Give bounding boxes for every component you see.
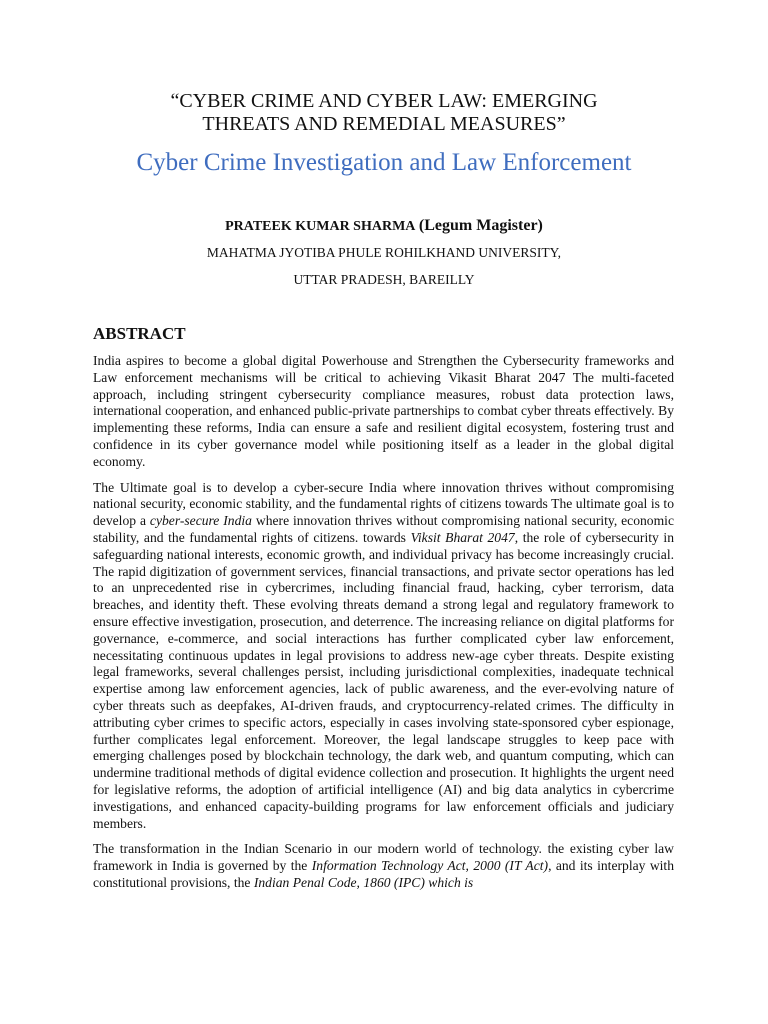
emphasis-text: Indian Penal Code, 1860 (IPC) which is [253,874,474,890]
abstract-heading: ABSTRACT [93,324,186,343]
affiliation-location: UTTAR PRADESH, BAREILLY [293,272,475,287]
author-name: PRATEEK KUMAR SHARMA [225,219,416,234]
author-degree: (Legum Magister) [418,217,543,234]
paragraph-text: , and its interplay with constitutional provisions, the [93,858,674,890]
paragraph-text: India aspires to become a global digital Powerhouse and Strengthen the Cybersecurity frameworks and Law enforcement mechanisms will be critical to achieving Vikasit Bharat 2047 The multi-faceted approach, including stringent cybersecurity compliance measures, robust data protection laws, international cooperation, and enhanced public-private partnerships to combat cyber threats effectively. By implementing these reforms, India can ensure a safe and resilient digital ecosystem, fostering trust and confidence in its cyber governance model while positioning itself as a leader in the global digital economy. [93,353,674,469]
author-line [93,216,675,237]
abstract-paragraph-1 [93,353,674,471]
abstract-body [93,353,674,901]
title-line-1: “CYBER CRIME AND CYBER LAW: EMERGING [170,90,598,112]
emphasis-text: Viksit Bharat 2047 [410,529,515,545]
emphasis-text: cyber-secure India [149,513,252,529]
abstract-paragraph-3 [93,841,674,891]
title-line-2: THREATS AND REMEDIAL MEASURES” [202,113,566,135]
paragraph-text: The transformation in the Indian Scenario in our modern world of technology. the existing cyber law framework in India is governed by the [93,841,674,874]
paragraph-text: where innovation thrives without compromising national security, economic stability, and the fundamental rights of citizens. towards [93,513,674,545]
paper-title [93,90,675,136]
emphasis-text: Information Technology Act, 2000 (IT Act) [311,858,549,874]
paragraph-text: , the role of cybersecurity in safeguarding national interests, economic growth, and individual privacy has become increasingly crucial. The rapid digitization of government services, financial transactions, and private sector operations has led to an unprecedented rise in cybercrimes, including financial fraud, hacking, cyber terrorism, data breaches, and identity theft. These evolving threats demand a strong legal and regulatory framework to ensure effective investigation, prosecution, and deterrence. The increasing reliance on digital platforms for governance, e-commerce, and social interactions has further complicated cyber law enforcement, necessitating continuous updates in legal provisions to address new-age cyber threats. Despite existing legal frameworks, several challenges persist, including jurisdictional complexities, inadequate technical expertise among law enforcement agencies, lack of public awareness, and the ever-evolving nature of cyber threats such as deepfakes, AI-driven frauds, and cryptocurrency-related crimes. The difficulty in attributing cyber crimes to specific actors, especially in cases involving state-sponsored cyber espionage, further complicates legal enforcement. Moreover, the legal landscape struggles to keep pace with emerging challenges posed by blockchain technology, the dark web, and quantum computing, which can undermine traditional methods of digital evidence collection and prosecution. It highlights the urgent need for legislative reforms, the adoption of artificial intelligence (AI) and big data analytics in cybercrime investigations, and enhanced capacity-building programs for law enforcement officials and judiciary members. [93,529,674,831]
affiliation-university: MAHATMA JYOTIBA PHULE ROHILKHAND UNIVERSITY, [206,245,562,260]
abstract-paragraph-2 [93,480,674,833]
paragraph-text: The Ultimate goal is to develop a cyber-secure India where innovation thrives without compromising national security, economic stability, and the fundamental rights of citizens towards The ultimate goal is to develop a [93,479,674,529]
paper-subtitle: Cyber Crime Investigation and Law Enforcement [136,149,632,176]
